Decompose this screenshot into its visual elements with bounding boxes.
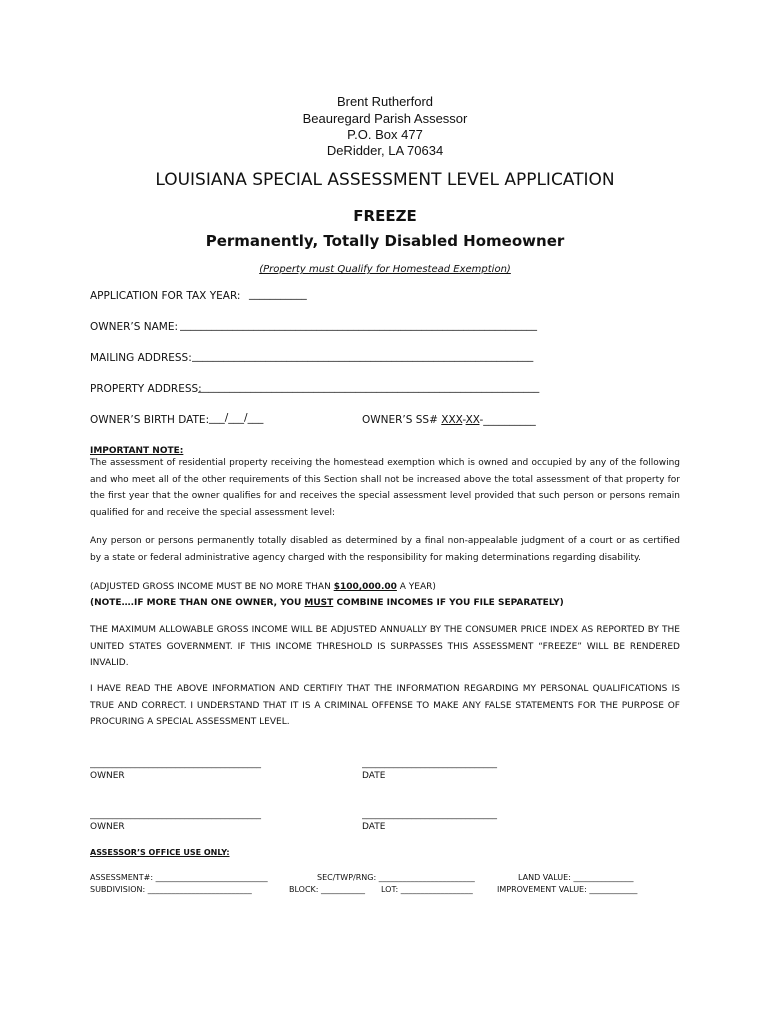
combine-incomes-note bbox=[90, 597, 564, 609]
birth-date-label: OWNER’S BIRTH DATE: bbox=[90, 414, 210, 426]
subdivision-field[interactable]: SUBDIVISION: __________________________ bbox=[90, 885, 252, 894]
assessor-office: Beauregard Parish Assessor bbox=[302, 111, 468, 126]
assessor-po-box: P.O. Box 477 bbox=[347, 127, 423, 142]
homestead-note: (Property must Qualify for Homestead Exemption) bbox=[259, 264, 511, 275]
tax-year-field[interactable]: ___________ bbox=[249, 288, 307, 300]
assessor-name: Brent Rutherford bbox=[336, 94, 434, 109]
note-prefix: (NOTE….IF MORE THAN ONE OWNER, YOU bbox=[90, 598, 305, 608]
ss-dash-2: - bbox=[479, 414, 484, 426]
birth-date-field[interactable]: ___/___/___ bbox=[209, 412, 264, 424]
important-note-paragraph: The assessment of residential property receiving the homestead exemption which is owned and occupied by any of the following and who meet all of the other requirements of this Section shall not be increased above the total assessment of that property for the first year that the owner qualifies for and receives the special assessment level provided that such person or persons remain qualified for and receive the special assessment level: bbox=[90, 458, 680, 518]
date-line-2[interactable]: ______________________________ bbox=[362, 810, 497, 820]
note-suffix: COMBINE INCOMES IF YOU FILE SEPARATELY) bbox=[333, 598, 564, 608]
mailing-address-field[interactable]: _________________________________________________________________ bbox=[192, 350, 534, 362]
date-label-2: DATE bbox=[362, 822, 386, 832]
lot-field[interactable]: LOT: __________________ bbox=[381, 885, 473, 894]
tax-year-label: APPLICATION FOR TAX YEAR: bbox=[90, 290, 241, 302]
disability-paragraph: Any person or persons permanently totally disabled as determined by a final non-appealable judgment of a court or as certified by a state or federal administrative agency charged with the responsibility for making determinations regarding disability. bbox=[90, 536, 680, 563]
block-field[interactable]: BLOCK: ___________ bbox=[289, 885, 366, 894]
land-value-field[interactable]: LAND VALUE: _______________ bbox=[518, 873, 634, 882]
ss-label bbox=[362, 414, 536, 427]
owner-label-1: OWNER bbox=[90, 771, 125, 781]
ss-last-four-field[interactable]: __________ bbox=[483, 414, 536, 426]
mailing-address-label: MAILING ADDRESS: bbox=[90, 352, 192, 364]
property-address-field[interactable]: _________________________________________________________________ bbox=[198, 381, 540, 393]
property-address-label: PROPERTY ADDRESS: bbox=[90, 383, 202, 395]
owner-name-field[interactable]: ____________________________________________________________________ bbox=[180, 319, 537, 331]
owner-name-label: OWNER’S NAME: bbox=[90, 321, 179, 333]
income-suffix: A YEAR) bbox=[396, 582, 436, 592]
form-title: LOUISIANA SPECIAL ASSESSMENT LEVEL APPLICATION bbox=[155, 170, 615, 190]
improvement-value-field[interactable]: IMPROVEMENT VALUE: ____________ bbox=[497, 885, 638, 894]
owner-signature-line-1[interactable]: ______________________________________ bbox=[90, 759, 261, 769]
income-limit-line bbox=[90, 581, 436, 593]
owner-signature-line-2[interactable]: ______________________________________ bbox=[90, 810, 261, 820]
form-subtitle-disabled: Permanently, Totally Disabled Homeowner bbox=[205, 232, 565, 250]
certification-paragraph: I HAVE READ THE ABOVE INFORMATION AND CERTIFIY THAT THE INFORMATION REGARDING MY PERSONAL QUALIFICATIONS IS TRUE AND CORRECT. I UNDERSTAND THAT IT IS A CRIMINAL OFFENSE TO MAKE ANY FALSE STATEMENTS FOR THE PURPOSE OF PROCURING A SPECIAL ASSESSMENT LEVEL. bbox=[90, 684, 680, 727]
assessor-city: DeRidder, LA 70634 bbox=[326, 143, 444, 158]
ss-xxx: XXX bbox=[441, 414, 463, 426]
office-use-heading: ASSESSOR’S OFFICE USE ONLY: bbox=[90, 848, 230, 857]
date-label-1: DATE bbox=[362, 771, 386, 781]
ss-dash-1: - bbox=[462, 414, 466, 426]
maximum-income-paragraph: THE MAXIMUM ALLOWABLE GROSS INCOME WILL BE ADJUSTED ANNUALLY BY THE CONSUMER PRICE INDEX AS REPORTED BY THE UNITED STATES GOVERNMENT. IF THIS INCOME THRESHOLD IS SURPASSES THIS ASSESSMENT “FREEZE” WILL BE RENDERED INVALID. bbox=[90, 625, 680, 668]
assessment-number-field[interactable]: ASSESSMENT#: ____________________________ bbox=[90, 873, 268, 882]
owner-label-2: OWNER bbox=[90, 822, 125, 832]
important-note-heading: IMPORTANT NOTE: bbox=[90, 446, 184, 456]
sec-twp-rng-field[interactable]: SEC/TWP/RNG: ________________________ bbox=[317, 873, 475, 882]
date-line-1[interactable]: ______________________________ bbox=[362, 759, 497, 769]
income-amount: $100,000.00 bbox=[333, 582, 397, 592]
note-must: MUST bbox=[304, 598, 334, 608]
income-prefix: (ADJUSTED GROSS INCOME MUST BE NO MORE THAN bbox=[90, 582, 334, 592]
ss-xx: XX bbox=[465, 414, 480, 426]
form-subtitle-freeze: FREEZE bbox=[353, 207, 417, 225]
ss-prefix: OWNER’S SS# bbox=[362, 414, 438, 426]
